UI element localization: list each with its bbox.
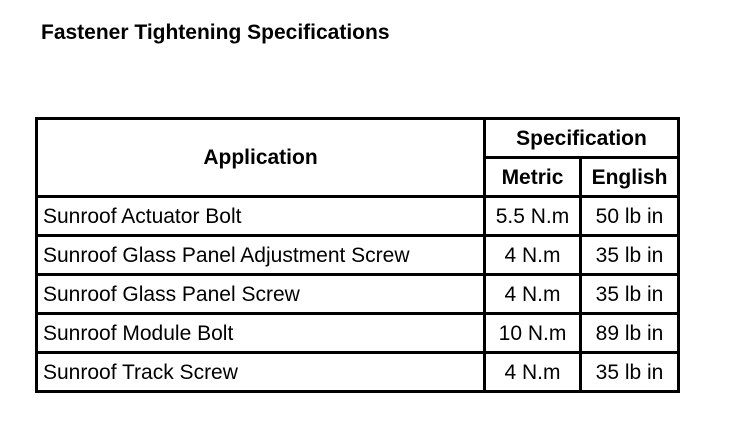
metric-cell: 4 N.m: [485, 275, 581, 314]
english-cell: 35 lb in: [581, 275, 679, 314]
english-cell: 35 lb in: [581, 353, 679, 392]
english-cell: 35 lb in: [581, 236, 679, 275]
table-row: [37, 314, 679, 353]
table-row: [37, 197, 679, 236]
metric-cell: 4 N.m: [485, 236, 581, 275]
header-english: English: [581, 158, 679, 197]
header-application: Application: [37, 119, 485, 197]
application-cell: Sunroof Module Bolt: [37, 314, 485, 353]
table-header-row: [37, 119, 679, 158]
english-cell: 50 lb in: [581, 197, 679, 236]
metric-cell: 10 N.m: [485, 314, 581, 353]
header-specification: Specification: [485, 119, 679, 158]
fastener-spec-table: [35, 117, 680, 393]
table-row: [37, 236, 679, 275]
metric-cell: 4 N.m: [485, 353, 581, 392]
table-row: [37, 353, 679, 392]
table-row: [37, 275, 679, 314]
application-cell: Sunroof Glass Panel Screw: [37, 275, 485, 314]
metric-cell: 5.5 N.m: [485, 197, 581, 236]
english-cell: 89 lb in: [581, 314, 679, 353]
application-cell: Sunroof Actuator Bolt: [37, 197, 485, 236]
page-title: Fastener Tightening Specifications: [41, 21, 390, 44]
application-cell: Sunroof Glass Panel Adjustment Screw: [37, 236, 485, 275]
header-metric: Metric: [485, 158, 581, 197]
application-cell: Sunroof Track Screw: [37, 353, 485, 392]
